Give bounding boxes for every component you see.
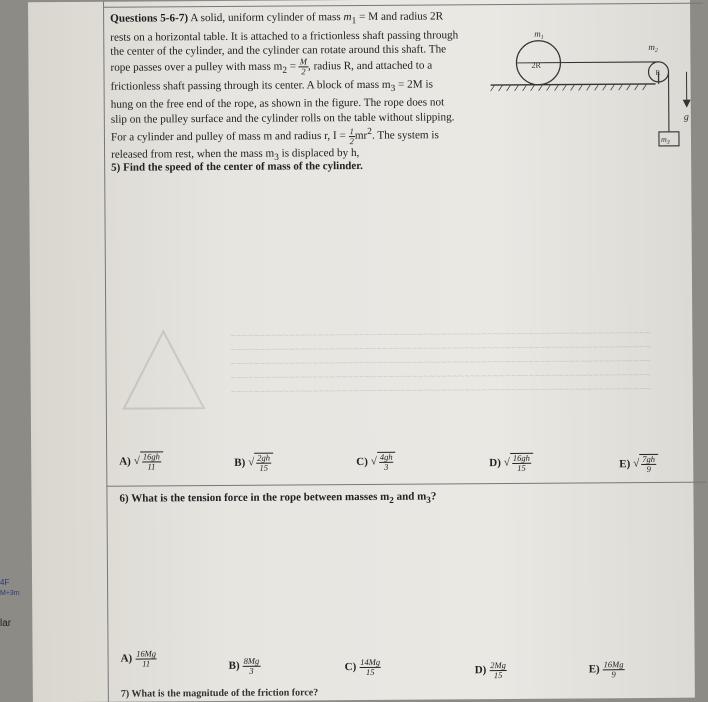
question-text: 6) What is the tension force in the rope between masses m bbox=[119, 491, 389, 505]
fraction-denominator: 15 bbox=[512, 464, 531, 473]
radical bbox=[510, 453, 533, 473]
fraction bbox=[135, 649, 157, 668]
q6-option-b[interactable] bbox=[229, 657, 261, 676]
radical bbox=[254, 453, 273, 473]
question-text: frictionless shaft passing through its center. A block of mass m bbox=[111, 79, 391, 93]
subscript: 2 bbox=[389, 495, 394, 505]
question-text: , radius R, and attached to a bbox=[308, 60, 432, 73]
bleed-through-triangle bbox=[118, 326, 209, 417]
section-divider-rule bbox=[106, 482, 706, 487]
subscript: 3 bbox=[274, 152, 279, 162]
option-label: B) bbox=[229, 660, 240, 672]
bleed-through-text: ~~~~~~~~~~~~~~~~~~~~~~~~~~~~~~~~~~~~~~~~~~~~~~~~~~~~~~~~~~~~~~~~~~~~~~~~ bbox=[231, 384, 652, 398]
fraction-denominator: 9 bbox=[641, 465, 656, 474]
fraction bbox=[512, 454, 531, 473]
q6-option-c[interactable] bbox=[345, 658, 382, 677]
fraction-numerator: 14Mg bbox=[359, 658, 381, 668]
fraction bbox=[641, 455, 656, 474]
superscript: 2 bbox=[367, 127, 372, 137]
margin-scrap-c: lar bbox=[0, 618, 11, 629]
question-text: mr bbox=[355, 130, 368, 142]
fraction-numerator: 4gh bbox=[379, 453, 394, 463]
option-label: C) bbox=[345, 661, 357, 673]
option-label: A) bbox=[119, 455, 131, 467]
margin-scrap-a: 4F bbox=[0, 578, 9, 587]
question-text: rope passes over a pulley with mass m bbox=[110, 61, 282, 74]
fraction-denominator: 3 bbox=[243, 667, 261, 676]
q5-option-d[interactable]: D) √ $\frac{16gh}{15}$ bbox=[489, 453, 533, 473]
option-label: E) bbox=[619, 458, 630, 470]
bleed-through-text: ~~~~~~~~~~~~~~~~~~~~~~~~~~~~~~~~~~~~~~~~~~~~~~~~~~~~~~~~~~~~~~~~~~~~~~~~ bbox=[231, 370, 652, 384]
option-label: D) bbox=[475, 664, 487, 676]
fraction bbox=[489, 661, 507, 680]
fraction-denominator: 15 bbox=[489, 671, 507, 680]
option-label: E) bbox=[589, 663, 600, 675]
fraction-numerator: 16gh bbox=[512, 454, 531, 464]
q5-option-a[interactable]: A) √ $\frac{16gh}{11}$ bbox=[119, 451, 163, 471]
question-text: = M and radius 2R bbox=[356, 10, 443, 23]
q6-option-d[interactable] bbox=[475, 661, 507, 680]
margin-scrap-b: M+3m bbox=[0, 590, 20, 597]
fraction-numerator: 16Mg bbox=[135, 649, 157, 659]
label-m3: $m_3$ bbox=[661, 135, 670, 146]
fraction-denominator: 11 bbox=[142, 462, 161, 471]
subscript: 3 bbox=[391, 84, 396, 94]
rope-horizontal bbox=[538, 62, 658, 63]
label-2r: 2R bbox=[531, 61, 541, 70]
fraction-denominator: 2 bbox=[299, 67, 308, 76]
bleed-through-text: ~~~~~~~~~~~~~~~~~~~~~~~~~~~~~~~~~~~~~~~~~~~~~~~~~~~~~~~~~~~~~~~~~~~~~~~~ bbox=[230, 328, 651, 342]
question-line: slip on the pulley surface and the cylinder rolls on the table without slipping. bbox=[111, 110, 491, 127]
q5-option-e[interactable]: E) √ $\frac{7gh}{9}$ bbox=[619, 454, 658, 474]
fraction bbox=[359, 658, 381, 677]
fraction-denominator: 15 bbox=[256, 464, 271, 473]
fraction-numerator: 16Mg bbox=[603, 660, 625, 670]
option-label: B) bbox=[234, 456, 245, 468]
question-text: For a cylinder and pulley of mass m and radius r, I = bbox=[111, 130, 349, 144]
question-7: 7) What is the magnitude of the friction force? bbox=[121, 687, 318, 699]
question-text: = 2M is bbox=[395, 78, 433, 90]
var-m1: m bbox=[343, 11, 351, 23]
radical bbox=[140, 451, 163, 471]
question-text: . The system is bbox=[372, 129, 439, 141]
fraction-denominator: 15 bbox=[359, 668, 381, 677]
question-text: is displaced by h, bbox=[279, 147, 360, 160]
radical bbox=[639, 454, 658, 474]
option-label: C) bbox=[356, 456, 368, 468]
question-text: = bbox=[287, 61, 299, 73]
subscript: 1 bbox=[352, 16, 357, 26]
fraction-denominator: 3 bbox=[379, 463, 394, 472]
question-line bbox=[110, 9, 490, 30]
radical bbox=[377, 452, 396, 472]
subscript: 2 bbox=[282, 66, 287, 76]
fraction-numerator: 2gh bbox=[256, 454, 271, 464]
question-text: and m bbox=[394, 491, 426, 503]
label-m2: $m_2$ bbox=[648, 42, 658, 54]
question-line: rests on a horizontal table. It is attached to a frictionless shaft passing through bbox=[110, 28, 490, 45]
fraction-denominator: 9 bbox=[603, 670, 625, 679]
exam-page bbox=[28, 0, 695, 702]
fraction-numerator: 2Mg bbox=[489, 661, 507, 671]
fraction bbox=[379, 453, 394, 472]
top-rule bbox=[103, 3, 703, 8]
q6-option-e[interactable] bbox=[589, 660, 625, 679]
question-line: hung on the free end of the rope, as shown in the figure. The rope does not bbox=[111, 95, 491, 112]
fraction-denominator: 2 bbox=[349, 137, 355, 146]
fraction bbox=[256, 454, 271, 473]
label-m1: $m_1$ bbox=[534, 29, 544, 41]
question-text: released from rest, when the mass m bbox=[111, 147, 274, 160]
pulley-diagram bbox=[490, 20, 701, 151]
fraction-numerator: 8Mg bbox=[243, 657, 261, 667]
question-text: A solid, uniform cylinder of mass bbox=[190, 11, 343, 24]
fraction-numerator: M bbox=[299, 57, 308, 67]
fraction bbox=[603, 660, 625, 679]
question-5: 5) Find the speed of the center of mass of the cylinder. bbox=[111, 160, 363, 174]
option-label: A) bbox=[121, 653, 133, 665]
question-line bbox=[111, 124, 491, 147]
fraction-denominator: 11 bbox=[135, 659, 157, 668]
fraction-numerator: 1 bbox=[349, 127, 355, 137]
bleed-through-text: ~~~~~~~~~~~~~~~~~~~~~~~~~~~~~~~~~~~~~~~~~~~~~~~~~~~~~~~~~~~~~~~~~~~~~~~~ bbox=[231, 356, 652, 370]
bleed-through-text: ~~~~~~~~~~~~~~~~~~~~~~~~~~~~~~~~~~~~~~~~~~~~~~~~~~~~~~~~~~~~~~~~~~~~~~~~ bbox=[230, 342, 651, 356]
option-label: D) bbox=[489, 457, 501, 469]
question-heading: Questions 5-6-7) bbox=[110, 12, 188, 25]
q6-option-a[interactable] bbox=[121, 649, 158, 668]
fraction bbox=[243, 657, 261, 676]
question-6 bbox=[119, 490, 436, 506]
q5-option-c[interactable]: C) √ $\frac{4gh}{3}$ bbox=[356, 452, 396, 472]
fraction bbox=[299, 57, 308, 76]
table-surface bbox=[491, 84, 656, 85]
fraction-numerator: 16gh bbox=[142, 452, 161, 462]
question-block bbox=[110, 9, 491, 166]
label-r: R bbox=[655, 69, 660, 77]
question-text: ? bbox=[431, 490, 437, 502]
fraction-numerator: 7gh bbox=[641, 455, 656, 465]
fraction bbox=[142, 452, 161, 471]
question-line: the center of the cylinder, and the cylinder can rotate around this shaft. The bbox=[110, 42, 490, 59]
question-line bbox=[110, 56, 490, 79]
subscript: 3 bbox=[426, 495, 431, 505]
left-margin-rule bbox=[103, 2, 109, 702]
q5-option-b[interactable]: B) √ $\frac{2gh}{15}$ bbox=[234, 453, 273, 473]
label-g: g bbox=[684, 112, 689, 123]
